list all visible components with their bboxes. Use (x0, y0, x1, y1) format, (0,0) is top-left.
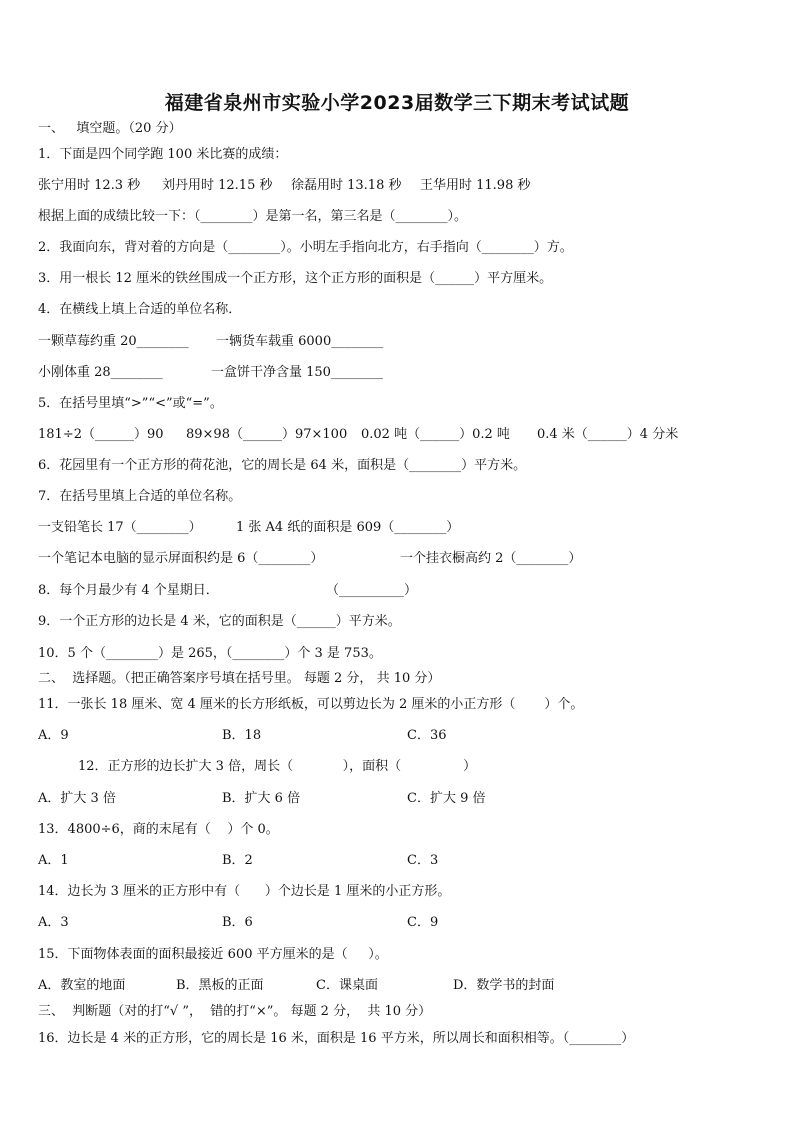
q1-time-wanghua: 王华用时 11.98 秒 (420, 178, 531, 193)
question-15-stem: 15．下面物体表面的面积最接近 600 平方厘米的是（ ）。 (38, 947, 388, 962)
question-3: 3．用一根长 12 厘米的铁丝围成一个正方形，这个正方形的面积是（______）平方厘米。 (38, 271, 553, 286)
q7-item-a4: 1 张 A4 纸的面积是 609（________） (236, 520, 460, 535)
question-1-ask: 根据上面的成绩比较一下：（________）是第一名，第三名是（________）。 (38, 209, 468, 224)
q1-time-liudan: 刘丹用时 12.15 秒 (162, 178, 273, 193)
question-2: 2．我面向东，背对着的方向是（________）。小明左手指向北方，右手指向（________）方。 (38, 240, 573, 255)
question-8: 8．每个月最少有 4 个星期日． (38, 583, 219, 598)
q1-time-zhangning: 张宁用时 12.3 秒 (38, 178, 141, 193)
q1-time-xulei: 徐磊用时 13.18 秒 (291, 178, 402, 193)
q15-option-b: B．黑板的正面 (176, 978, 264, 993)
q12-option-a: A．扩大 3 倍 (38, 791, 116, 806)
q4-item-truck: 一辆货车载重 6000________ (216, 334, 384, 349)
question-11-stem: 11．一张长 18 厘米、宽 4 厘米的长方形纸板，可以剪边长为 2 厘米的小正方形（ ）个。 (38, 697, 584, 712)
question-4-stem: 4．在横线上填上合适的单位名称． (38, 302, 242, 317)
question-13-stem: 13．4800÷6，商的末尾有（ ）个 0。 (38, 822, 279, 837)
q13-option-c: C．3 (407, 853, 439, 868)
q15-option-c: C．课桌面 (316, 978, 378, 993)
q11-option-c: C．36 (407, 728, 447, 743)
q7-item-pencil: 一支铅笔长 17（________） (38, 520, 202, 535)
q12-option-c: C．扩大 9 倍 (407, 791, 486, 806)
section-heading-choice: 二、 选择题。（把正确答案序号填在括号里。 每题 2 分， 共 10 分） (38, 671, 441, 686)
q5-item-4: 0.4 米（______）4 分米 (537, 427, 679, 442)
q15-option-d: D．数学书的封面 (453, 978, 555, 993)
q4-item-xiaogang: 小刚体重 28________ (38, 365, 163, 380)
q14-option-a: A．3 (38, 915, 69, 930)
question-1-stem: 1．下面是四个同学跑 100 米比赛的成绩： (38, 147, 288, 162)
question-7-stem: 7．在括号里填上合适的单位名称。 (38, 489, 242, 504)
question-5-stem: 5．在括号里填“>”“<”或“=”。 (38, 396, 223, 411)
question-9: 9．一个正方形的边长是 4 米，它的面积是（______）平方米。 (38, 614, 401, 629)
question-6: 6．花园里有一个正方形的荷花池，它的周长是 64 米，面积是（________）平方米。 (38, 458, 527, 473)
section-heading-fill-in: 一、 填空题。（20 分） (38, 121, 182, 136)
q13-option-a: A．1 (38, 853, 69, 868)
q5-item-2: 89×98（______）97×100 (186, 427, 348, 442)
section-heading-judge: 三、 判断题（对的打“√ ”， 错的打“×”。 每题 2 分， 共 10 分） (38, 1004, 432, 1019)
q7-item-wardrobe: 一个挂衣橱高约 2（________） (400, 551, 582, 566)
q14-option-b: B．6 (222, 915, 253, 930)
q12-option-b: B．扩大 6 倍 (222, 791, 301, 806)
q5-item-3: 0.02 吨（______）0.2 吨 (361, 427, 510, 442)
question-10: 10．5 个（________）是 265，（________）个 3 是 753。 (38, 646, 382, 661)
question-16: 16．边长是 4 米的正方形，它的周长是 16 米，面积是 16 平方米，所以周长和面积相等。（________） (38, 1031, 635, 1046)
question-14-stem: 14．边长为 3 厘米的正方形中有（ ）个边长是 1 厘米的小正方形。 (38, 884, 451, 899)
q5-item-1: 181÷2（______）90 (38, 427, 164, 442)
q4-item-strawberry: 一颗草莓约重 20________ (38, 334, 189, 349)
q11-option-a: A．9 (38, 728, 69, 743)
q14-option-c: C．9 (407, 915, 439, 930)
page-title: 福建省泉州市实验小学2023届数学三下期末考试试题 (164, 92, 630, 114)
q4-item-biscuit: 一盒饼干净含量 150________ (211, 365, 383, 380)
q13-option-b: B．2 (222, 853, 253, 868)
question-12-stem: 12．正方形的边长扩大 3 倍，周长（ ），面积（ ） (78, 759, 477, 774)
q8-answer-blank: （__________） (326, 583, 418, 598)
q11-option-b: B．18 (222, 728, 262, 743)
q15-option-a: A．教室的地面 (38, 978, 126, 993)
q7-item-laptop: 一个笔记本电脑的显示屏面积约是 6（________） (38, 551, 324, 566)
